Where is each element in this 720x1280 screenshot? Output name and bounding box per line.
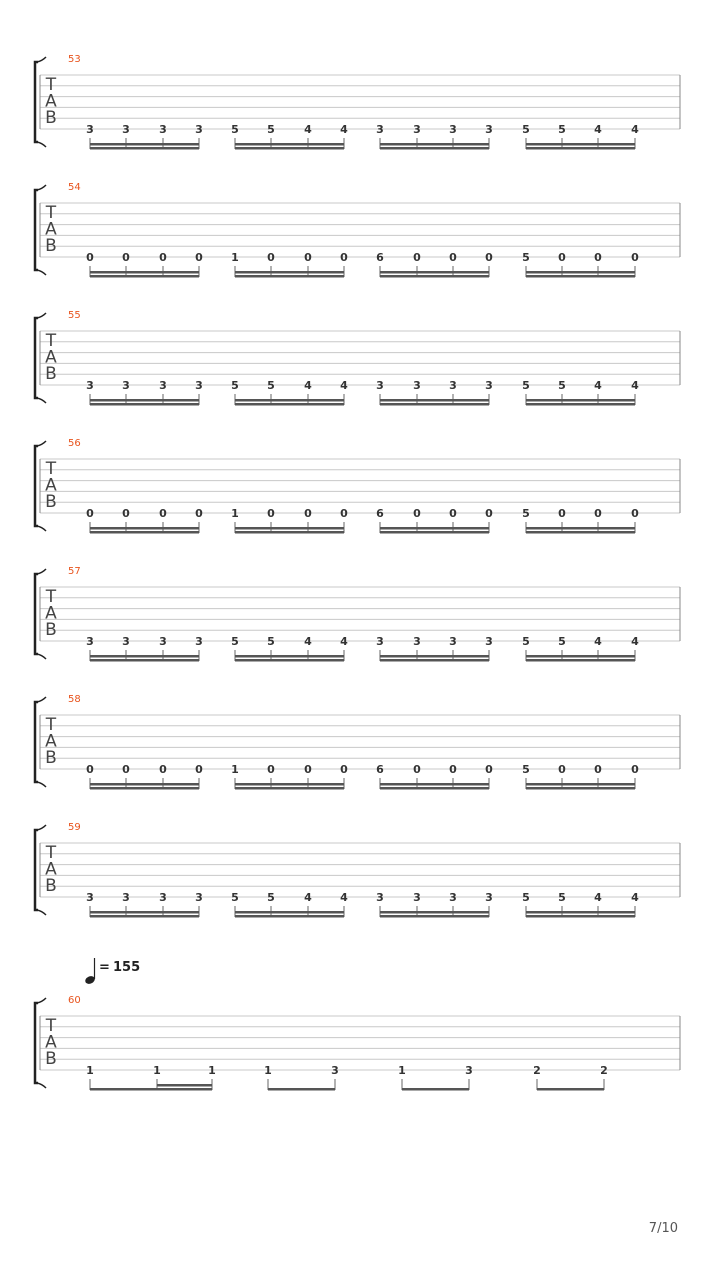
beam-secondary: [526, 147, 635, 150]
fret-number: 3: [449, 635, 457, 648]
fret-number: 0: [594, 251, 602, 264]
beam-primary: [90, 783, 199, 786]
fret-number: 5: [267, 635, 275, 648]
beam-primary: [268, 1088, 335, 1091]
tab-clef-letter: T: [45, 459, 57, 479]
beam-secondary: [235, 531, 344, 534]
beam-primary: [380, 399, 489, 402]
fret-number: 0: [594, 507, 602, 520]
fret-number: 3: [449, 891, 457, 904]
beam-primary: [90, 271, 199, 274]
fret-number: 0: [340, 507, 348, 520]
fret-number: 4: [631, 379, 639, 392]
fret-number: 0: [86, 507, 94, 520]
fret-number: 0: [267, 507, 275, 520]
fret-number: 1: [208, 1064, 216, 1077]
beam-secondary: [235, 403, 344, 406]
beam-primary: [235, 143, 344, 146]
fret-number: 0: [195, 251, 203, 264]
fret-number: 1: [153, 1064, 161, 1077]
fret-number: 0: [195, 763, 203, 776]
fret-number: 3: [86, 635, 94, 648]
fret-number: 5: [558, 123, 566, 136]
fret-number: 2: [533, 1064, 541, 1077]
beam-secondary: [380, 403, 489, 406]
beam-secondary: [380, 147, 489, 150]
fret-number: 3: [376, 379, 384, 392]
beam-primary: [380, 911, 489, 914]
system-bracket: [35, 574, 38, 654]
beam-secondary: [90, 531, 199, 534]
beam-primary: [537, 1088, 604, 1091]
fret-number: 4: [594, 123, 602, 136]
tab-clef-letter: A: [45, 1032, 57, 1053]
beam-secondary: [526, 787, 635, 790]
fret-number: 5: [522, 251, 530, 264]
fret-number: 0: [449, 507, 457, 520]
fret-number: 4: [304, 379, 312, 392]
beam-primary: [526, 911, 635, 914]
fret-number: 0: [485, 251, 493, 264]
tab-clef-letter: B: [45, 364, 57, 384]
fret-number: 1: [264, 1064, 272, 1077]
fret-number: 0: [631, 251, 639, 264]
fret-number: 4: [304, 891, 312, 904]
fret-number: 3: [449, 379, 457, 392]
beam-secondary: [526, 531, 635, 534]
beam-secondary: [235, 787, 344, 790]
beam-primary: [380, 271, 489, 274]
tempo-marking: [84, 958, 140, 985]
bracket-bottom-hook: [37, 526, 46, 531]
fret-number: 0: [631, 763, 639, 776]
system-bracket: [35, 1003, 38, 1083]
fret-number: 5: [522, 635, 530, 648]
fret-number: 6: [376, 763, 384, 776]
fret-number: 1: [231, 763, 239, 776]
beam-secondary: [235, 659, 344, 662]
fret-number: 3: [86, 379, 94, 392]
tab-clef-letter: B: [45, 748, 57, 768]
tab-clef-letter: A: [45, 731, 57, 752]
tab-clef-letter: B: [45, 876, 57, 896]
fret-number: 5: [558, 379, 566, 392]
beam-primary: [90, 399, 199, 402]
tab-system: [35, 310, 680, 406]
fret-number: 2: [600, 1064, 608, 1077]
system-bracket: [35, 318, 38, 398]
fret-number: 3: [195, 123, 203, 136]
beam-primary: [526, 399, 635, 402]
fret-number: 3: [159, 635, 167, 648]
fret-number: 3: [485, 891, 493, 904]
fret-number: 3: [195, 635, 203, 648]
bracket-top-hook: [37, 185, 46, 190]
beam-primary: [380, 655, 489, 658]
fret-number: 3: [413, 123, 421, 136]
beam-primary: [526, 271, 635, 274]
fret-number: 0: [159, 763, 167, 776]
beam-secondary: [526, 915, 635, 918]
fret-number: 3: [122, 635, 130, 648]
system-bracket: [35, 190, 38, 270]
beam-primary: [526, 655, 635, 658]
fret-number: 6: [376, 507, 384, 520]
fret-number: 3: [195, 379, 203, 392]
fret-number: 5: [231, 635, 239, 648]
tab-system: [35, 182, 680, 278]
tab-system: [35, 822, 680, 918]
fret-number: 0: [304, 251, 312, 264]
bracket-bottom-hook: [37, 398, 46, 403]
tab-clef-letter: T: [45, 203, 57, 223]
tab-clef-letter: T: [45, 587, 57, 607]
fret-number: 3: [376, 891, 384, 904]
fret-number: 0: [558, 251, 566, 264]
bracket-bottom-hook: [37, 1083, 46, 1088]
fret-number: 1: [86, 1064, 94, 1077]
fret-number: 3: [86, 891, 94, 904]
fret-number: 3: [159, 123, 167, 136]
beam-secondary: [235, 275, 344, 278]
beam-secondary: [157, 1084, 212, 1087]
fret-number: 4: [340, 379, 348, 392]
fret-number: 4: [631, 635, 639, 648]
beam-secondary: [235, 147, 344, 150]
fret-number: 4: [340, 123, 348, 136]
tab-clef-letter: T: [45, 715, 57, 735]
tempo-equals: =: [99, 960, 110, 975]
fret-number: 3: [485, 123, 493, 136]
fret-number: 0: [631, 507, 639, 520]
tab-clef-letter: T: [45, 331, 57, 351]
beam-secondary: [380, 531, 489, 534]
fret-number: 4: [304, 123, 312, 136]
beam-secondary: [90, 147, 199, 150]
beam-primary: [90, 143, 199, 146]
measure-number: 55: [68, 310, 81, 321]
fret-number: 5: [267, 123, 275, 136]
fret-number: 3: [122, 379, 130, 392]
fret-number: 4: [594, 379, 602, 392]
fret-number: 4: [340, 891, 348, 904]
bracket-top-hook: [37, 441, 46, 446]
beam-secondary: [526, 275, 635, 278]
fret-number: 3: [86, 123, 94, 136]
beam-primary: [526, 143, 635, 146]
bracket-bottom-hook: [37, 142, 46, 147]
fret-number: 0: [485, 507, 493, 520]
bracket-top-hook: [37, 57, 46, 62]
beam-primary: [380, 783, 489, 786]
fret-number: 5: [558, 635, 566, 648]
beam-primary: [90, 527, 199, 530]
fret-number: 0: [304, 507, 312, 520]
measure-number: 57: [68, 566, 81, 577]
beam-secondary: [90, 659, 199, 662]
measure-number: 54: [68, 182, 81, 193]
beam-secondary: [380, 915, 489, 918]
measure-number: 58: [68, 694, 81, 705]
system-bracket: [35, 62, 38, 142]
tempo-value: 155: [113, 960, 141, 975]
fret-number: 3: [331, 1064, 339, 1077]
fret-number: 5: [522, 507, 530, 520]
fret-number: 1: [231, 251, 239, 264]
fret-number: 3: [195, 891, 203, 904]
fret-number: 3: [122, 123, 130, 136]
fret-number: 0: [122, 251, 130, 264]
fret-number: 5: [267, 891, 275, 904]
beam-secondary: [90, 787, 199, 790]
fret-number: 0: [267, 763, 275, 776]
fret-number: 0: [159, 507, 167, 520]
tab-system: [35, 54, 680, 150]
beam-primary: [235, 655, 344, 658]
fret-number: 0: [304, 763, 312, 776]
fret-number: 5: [231, 891, 239, 904]
system-bracket: [35, 446, 38, 526]
page-number: 7/10: [648, 1221, 678, 1236]
beam-secondary: [90, 275, 199, 278]
tab-clef-letter: A: [45, 603, 57, 624]
beam-primary: [235, 911, 344, 914]
fret-number: 3: [122, 891, 130, 904]
fret-number: 0: [340, 251, 348, 264]
fret-number: 0: [340, 763, 348, 776]
fret-number: 3: [449, 123, 457, 136]
tab-clef-letter: T: [45, 1016, 57, 1036]
fret-number: 5: [522, 379, 530, 392]
tab-clef-letter: B: [45, 620, 57, 640]
beam-primary: [235, 527, 344, 530]
measure-number: 59: [68, 822, 81, 833]
bracket-top-hook: [37, 569, 46, 574]
fret-number: 0: [558, 763, 566, 776]
fret-number: 3: [376, 635, 384, 648]
fret-number: 3: [413, 379, 421, 392]
tab-clef-letter: A: [45, 475, 57, 496]
system-bracket: [35, 702, 38, 782]
fret-number: 0: [413, 763, 421, 776]
fret-number: 0: [159, 251, 167, 264]
tab-clef-letter: T: [45, 75, 57, 95]
beam-primary: [526, 527, 635, 530]
system-bracket: [35, 830, 38, 910]
fret-number: 0: [86, 251, 94, 264]
beam-secondary: [380, 659, 489, 662]
fret-number: 3: [413, 635, 421, 648]
fret-number: 4: [631, 891, 639, 904]
fret-number: 5: [267, 379, 275, 392]
tab-clef-letter: B: [45, 108, 57, 128]
fret-number: 4: [304, 635, 312, 648]
beam-secondary: [235, 915, 344, 918]
beam-primary: [90, 655, 199, 658]
beam-primary: [402, 1088, 469, 1091]
beam-primary: [235, 271, 344, 274]
fret-number: 1: [231, 507, 239, 520]
tab-system: [35, 995, 680, 1091]
tab-clef-letter: A: [45, 91, 57, 112]
bracket-top-hook: [37, 313, 46, 318]
tab-system: [35, 438, 680, 534]
fret-number: 0: [195, 507, 203, 520]
tab-clef-letter: B: [45, 1049, 57, 1069]
bracket-bottom-hook: [37, 910, 46, 915]
beam-primary: [380, 143, 489, 146]
beam-secondary: [526, 403, 635, 406]
fret-number: 0: [485, 763, 493, 776]
fret-number: 5: [558, 891, 566, 904]
beam-primary: [90, 911, 199, 914]
bracket-bottom-hook: [37, 782, 46, 787]
fret-number: 3: [376, 123, 384, 136]
beam-secondary: [90, 403, 199, 406]
fret-number: 4: [631, 123, 639, 136]
fret-number: 4: [594, 891, 602, 904]
beam-secondary: [90, 915, 199, 918]
measure-number: 53: [68, 54, 81, 65]
fret-number: 0: [558, 507, 566, 520]
fret-number: 0: [122, 507, 130, 520]
measure-number: 56: [68, 438, 81, 449]
bracket-bottom-hook: [37, 654, 46, 659]
fret-number: 3: [413, 891, 421, 904]
tab-clef-letter: B: [45, 492, 57, 512]
fret-number: 0: [413, 507, 421, 520]
beam-primary: [235, 783, 344, 786]
bracket-top-hook: [37, 998, 46, 1003]
fret-number: 0: [449, 763, 457, 776]
bracket-top-hook: [37, 697, 46, 702]
fret-number: 3: [485, 635, 493, 648]
tab-clef-letter: B: [45, 236, 57, 256]
fret-number: 1: [398, 1064, 406, 1077]
fret-number: 0: [86, 763, 94, 776]
beam-primary: [380, 527, 489, 530]
fret-number: 0: [267, 251, 275, 264]
tab-clef-letter: A: [45, 219, 57, 240]
fret-number: 6: [376, 251, 384, 264]
fret-number: 3: [159, 379, 167, 392]
beam-secondary: [526, 659, 635, 662]
fret-number: 4: [340, 635, 348, 648]
measure-number: 60: [68, 995, 81, 1006]
fret-number: 5: [231, 123, 239, 136]
fret-number: 3: [485, 379, 493, 392]
beam-secondary: [380, 787, 489, 790]
fret-number: 0: [122, 763, 130, 776]
fret-number: 5: [522, 123, 530, 136]
beam-primary: [526, 783, 635, 786]
fret-number: 0: [413, 251, 421, 264]
fret-number: 3: [465, 1064, 473, 1077]
tab-clef-letter: T: [45, 843, 57, 863]
fret-number: 5: [522, 763, 530, 776]
fret-number: 0: [449, 251, 457, 264]
tab-system: [35, 694, 680, 790]
beam-secondary: [380, 275, 489, 278]
tab-clef-letter: A: [45, 859, 57, 880]
fret-number: 5: [231, 379, 239, 392]
beam-primary: [90, 1088, 212, 1091]
fret-number: 4: [594, 635, 602, 648]
bracket-top-hook: [37, 825, 46, 830]
fret-number: 5: [522, 891, 530, 904]
fret-number: 3: [159, 891, 167, 904]
tab-system: [35, 566, 680, 662]
bracket-bottom-hook: [37, 270, 46, 275]
tab-clef-letter: A: [45, 347, 57, 368]
fret-number: 0: [594, 763, 602, 776]
beam-primary: [235, 399, 344, 402]
